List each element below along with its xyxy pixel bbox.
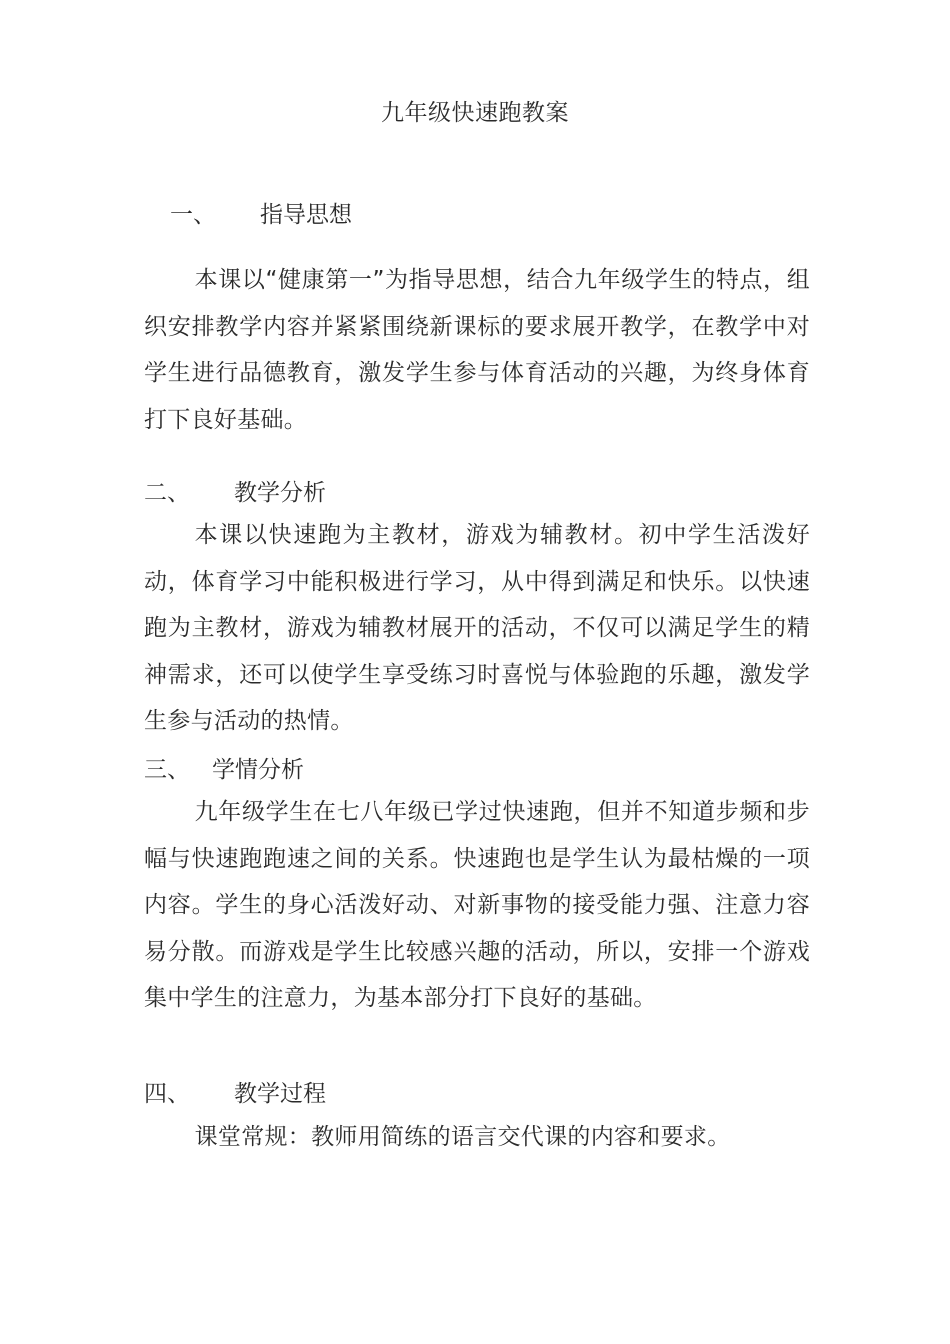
section-number: 四、	[144, 1081, 190, 1107]
section-title: 指导思想	[260, 202, 352, 228]
section-paragraph-3: 九年级学生在七八年级已学过快速跑，但并不知道步频和步幅与快速跑跑速之间的关系。快速跑也是学生认为最枯燥的一项内容。学生的身心活泼好动、对新事物的接受能力强、注意力容易分散。而游戏是学生比较感兴趣的活动，所以，安排一个游戏集中学生的注意力，为基本部分打下良好的基础。	[144, 799, 810, 1011]
document-title: 九年级快速跑教案	[381, 100, 569, 126]
section-title: 教学分析	[234, 480, 326, 506]
section-heading-1	[170, 196, 352, 229]
section-heading-4	[144, 1075, 326, 1108]
section-heading-2	[144, 474, 326, 507]
section-number: 三、	[144, 757, 190, 783]
section-paragraph-2: 本课以快速跑为主教材，游戏为辅教材。初中学生活泼好动，体育学习中能积极进行学习，从中得到满足和快乐。以快速跑为主教材，游戏为辅教材展开的活动，不仅可以满足学生的精神需求，还可以使学生享受练习时喜悦与体验跑的乐趣，激发学生参与活动的热情。	[144, 522, 810, 734]
section-paragraph-4: 课堂常规：教师用简练的语言交代课的内容和要求。	[194, 1124, 731, 1150]
section-paragraph-1: 本课以“健康第一”为指导思想，结合九年级学生的特点，组织安排教学内容并紧紧围绕新课标的要求展开教学，在教学中对学生进行品德教育，激发学生参与体育活动的兴趣，为终身体育打下良好基础。	[144, 267, 810, 433]
section-number: 二、	[144, 480, 190, 506]
section-title: 学情分析	[212, 757, 304, 783]
section-title: 教学过程	[234, 1081, 326, 1107]
section-number: 一、	[170, 202, 216, 228]
section-heading-3	[144, 751, 304, 784]
